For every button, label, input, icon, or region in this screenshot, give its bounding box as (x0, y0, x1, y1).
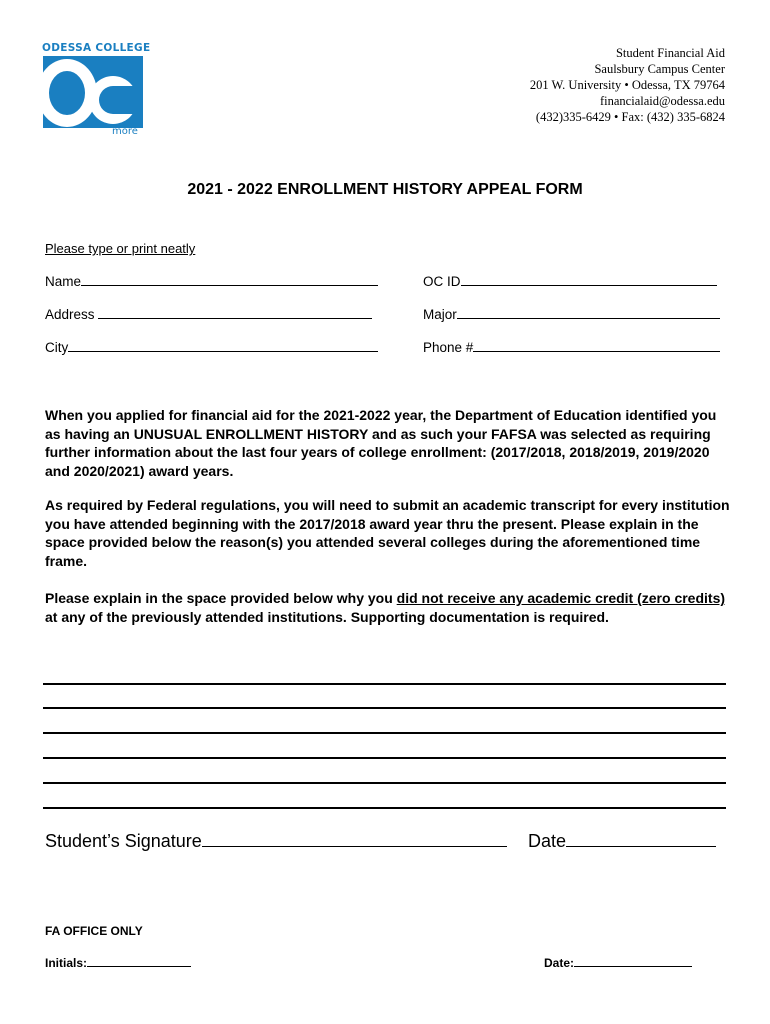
name-label: Name (45, 274, 82, 289)
initials-input-line[interactable] (87, 956, 191, 967)
signature-field[interactable] (45, 831, 507, 852)
paragraph-zero-credits (45, 589, 735, 626)
explanation-line[interactable] (43, 732, 726, 734)
phone-input-line[interactable] (473, 340, 720, 352)
contact-block (530, 45, 725, 125)
name-field[interactable] (45, 274, 378, 289)
office-date-input-line[interactable] (574, 956, 692, 967)
address-label: Address (45, 307, 95, 322)
signature-date-field[interactable] (528, 831, 716, 852)
address-field[interactable] (45, 307, 372, 322)
contact-department: Student Financial Aid (615, 46, 725, 60)
phone-field[interactable] (423, 340, 720, 355)
form-title: 2021 - 2022 ENROLLMENT HISTORY APPEAL FORM (187, 181, 583, 198)
major-label: Major (423, 307, 457, 322)
explanation-line[interactable] (43, 807, 726, 809)
explanation-line[interactable] (43, 683, 726, 685)
contact-address: 201 W. University • Odessa, TX 79764 (529, 78, 725, 92)
zero-credits-text-end: at any of the previously attended institutions. Supporting documentation is required. (45, 608, 609, 625)
explanation-line[interactable] (43, 757, 726, 759)
city-label: City (45, 340, 69, 355)
city-field[interactable] (45, 340, 378, 355)
oc-id-input-line[interactable] (461, 274, 717, 286)
office-date-field[interactable] (544, 956, 692, 970)
phone-label: Phone # (423, 340, 474, 355)
signature-input-line[interactable] (202, 831, 507, 847)
signature-date-input-line[interactable] (566, 831, 716, 847)
oc-id-label: OC ID (423, 274, 461, 289)
name-input-line[interactable] (81, 274, 378, 286)
office-use-heading: FA OFFICE ONLY (45, 924, 143, 938)
contact-phone-fax: (432)335-6429 • Fax: (432) 335-6824 (535, 110, 725, 124)
office-date-label: Date: (544, 956, 575, 970)
instructions: Please type or print neatly (45, 241, 196, 256)
signature-date-label: Date (528, 831, 567, 851)
contact-building: Saulsbury Campus Center (594, 62, 725, 76)
contact-email: financialaid@odessa.edu (599, 94, 725, 108)
initials-field[interactable] (45, 956, 191, 970)
logo-tagline: more (112, 126, 138, 137)
oc-id-field[interactable] (423, 274, 717, 289)
major-field[interactable] (423, 307, 720, 322)
address-input-line[interactable] (98, 307, 372, 319)
city-input-line[interactable] (68, 340, 378, 352)
zero-credits-text-start: Please explain in the space provided below why you (45, 590, 397, 606)
logo-wordmark: ODESSA COLLEGE (42, 42, 151, 54)
major-input-line[interactable] (457, 307, 720, 319)
paragraph-transcript-requirement: As required by Federal regulations, you will need to submit an academic transcript for every institution you have attended beginning with the 2017/2018 award year thru the present. Please explain in the space provided below the reason(s) you attended several colleges during the aforementioned time frame. (45, 497, 730, 569)
explanation-line[interactable] (43, 782, 726, 784)
paragraph-unusual-enrollment: When you applied for financial aid for the 2021-2022 year, the Department of Education identified you as having an UNUSUAL ENROLLMENT HISTORY and as such your FAFSA was selected as requiring further information about the last four years of college enrollment: (2017/2018, 2018/2019, 2019/2020 and 2020/2021) award years. (45, 407, 717, 479)
zero-credits-emphasis: did not receive any academic credit (zero credits) (396, 590, 726, 606)
initials-label: Initials: (45, 956, 88, 970)
explanation-line[interactable] (43, 707, 726, 709)
odessa-college-logo (40, 42, 151, 144)
signature-label: Student’s Signature (45, 831, 202, 851)
